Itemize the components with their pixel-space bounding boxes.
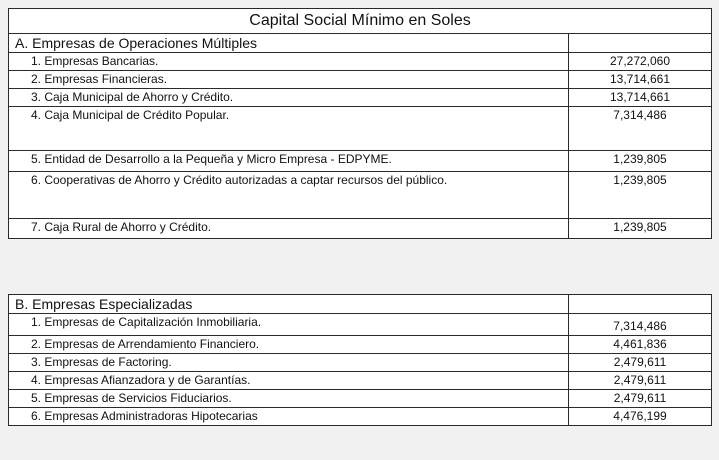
table-row	[9, 107, 712, 151]
entity-name: 2. Empresas de Arrendamiento Financiero.	[9, 336, 569, 354]
table-row	[9, 151, 712, 172]
entity-name: 5. Entidad de Desarrollo a la Pequeña y Micro Empresa - EDPYME.	[9, 151, 569, 172]
table-row	[9, 53, 712, 71]
entity-capital: 4,461,836	[569, 336, 712, 354]
entity-name: 7. Caja Rural de Ahorro y Crédito.	[9, 219, 569, 239]
section-title-a: A. Empresas de Operaciones Múltiples	[9, 34, 569, 53]
table-row	[9, 372, 712, 390]
entity-capital: 2,479,611	[569, 372, 712, 390]
table-row	[9, 354, 712, 372]
section-value-empty	[569, 34, 712, 53]
entity-capital: 7,314,486	[569, 107, 712, 151]
table-row	[9, 219, 712, 239]
entity-name: 4. Caja Municipal de Crédito Popular.	[9, 107, 569, 151]
entity-name: 5. Empresas de Servicios Fiduciarios.	[9, 390, 569, 408]
entity-capital: 27,272,060	[569, 53, 712, 71]
entity-name: 6. Cooperativas de Ahorro y Crédito autorizadas a captar recursos del público.	[9, 172, 569, 219]
table-title-row	[9, 9, 712, 34]
table-row	[9, 336, 712, 354]
table-row	[9, 408, 712, 426]
capital-table-operaciones-multiples	[8, 8, 712, 239]
entity-name: 3. Caja Municipal de Ahorro y Crédito.	[9, 89, 569, 107]
entity-capital: 1,239,805	[569, 151, 712, 172]
capital-table-especializadas	[8, 294, 712, 426]
entity-name: 4. Empresas Afianzadora y de Garantías.	[9, 372, 569, 390]
table-row	[9, 390, 712, 408]
table-row	[9, 89, 712, 107]
section-header-row	[9, 34, 712, 53]
table-row	[9, 172, 712, 219]
entity-capital: 1,239,805	[569, 172, 712, 219]
entity-name: 6. Empresas Administradoras Hipotecarias	[9, 408, 569, 426]
table-row	[9, 314, 712, 336]
section-value-empty	[569, 295, 712, 314]
entity-capital: 4,476,199	[569, 408, 712, 426]
entity-capital: 1,239,805	[569, 219, 712, 239]
entity-name: 2. Empresas Financieras.	[9, 71, 569, 89]
section-title-b: B. Empresas Especializadas	[9, 295, 569, 314]
entity-capital: 13,714,661	[569, 89, 712, 107]
entity-capital: 7,314,486	[569, 314, 712, 336]
entity-name: 1. Empresas de Capitalización Inmobiliaria.	[9, 314, 569, 336]
entity-capital: 2,479,611	[569, 354, 712, 372]
entity-capital: 13,714,661	[569, 71, 712, 89]
section-header-row	[9, 295, 712, 314]
entity-name: 1. Empresas Bancarias.	[9, 53, 569, 71]
entity-capital: 2,479,611	[569, 390, 712, 408]
table-row	[9, 71, 712, 89]
table-title: Capital Social Mínimo en Soles	[9, 9, 712, 34]
entity-name: 3. Empresas de Factoring.	[9, 354, 569, 372]
